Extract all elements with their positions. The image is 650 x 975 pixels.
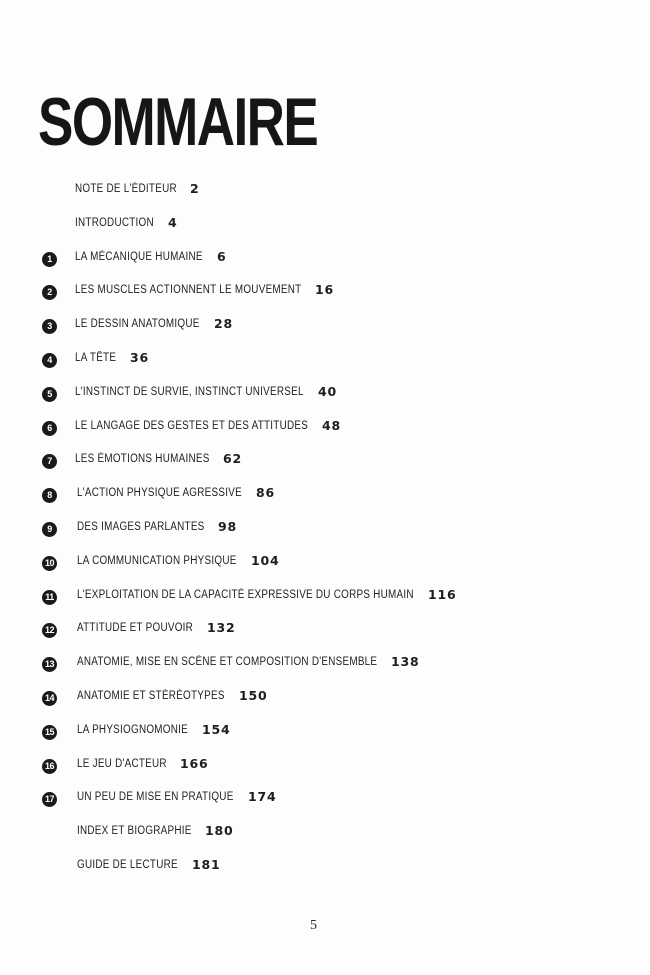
- toc-entry-label: LES ÉMOTIONS HUMAINES: [75, 453, 210, 466]
- toc-entry-label: LE DESSIN ANATOMIQUE: [75, 318, 200, 331]
- toc-entry-page-number: 166: [180, 755, 209, 771]
- toc-entry-label: GUIDE DE LECTURE: [77, 859, 178, 871]
- chapter-number-badge: 12: [42, 623, 57, 638]
- chapter-number-badge: 6: [42, 421, 57, 436]
- toc-entry-label: NOTE DE L'ÉDITEUR: [75, 183, 177, 195]
- toc-entry-label: LES MUSCLES ACTIONNENT LE MOUVEMENT: [75, 284, 302, 297]
- toc-entry-page-number: 116: [428, 586, 457, 602]
- toc-entry-label: ATTITUDE ET POUVOIR: [77, 622, 194, 635]
- chapter-number-badge: 7: [42, 454, 57, 469]
- chapter-number-badge: 8: [42, 488, 57, 503]
- toc-entry-page-number: 4: [168, 214, 178, 230]
- toc-entry-page-number: 104: [251, 552, 280, 568]
- chapter-number-badge: 1: [42, 252, 57, 267]
- toc-entry-page-number: 98: [218, 519, 237, 534]
- toc-entry-page-number: 2: [190, 181, 200, 196]
- toc-entry-label: INTRODUCTION: [75, 216, 154, 229]
- chapter-number-badge: 9: [42, 522, 57, 537]
- toc-entry-page-number: 132: [207, 620, 236, 636]
- chapter-number-badge: 4: [42, 353, 57, 368]
- toc-entry-page-number: 86: [256, 485, 275, 501]
- chapter-number-badge: 10: [42, 556, 57, 571]
- toc-entry-label: LA MÉCANIQUE HUMAINE: [75, 250, 203, 263]
- chapter-number-badge: 13: [42, 657, 57, 672]
- toc-entry-label: INDEX ET BIOGRAPHIE: [77, 825, 192, 838]
- toc-entry-page-number: 48: [322, 417, 341, 433]
- toc-entry-page-number: 40: [318, 383, 337, 399]
- toc-entry-label: LA PHYSIOGNOMONIE: [77, 723, 189, 736]
- toc-entry-page-number: 180: [205, 823, 234, 839]
- toc-entry-page-number: 62: [223, 451, 242, 467]
- toc-entry-page-number: 16: [315, 282, 334, 298]
- page-number: 5: [310, 918, 317, 933]
- chapter-number-badge: 15: [42, 725, 57, 740]
- toc-entry-label: LE LANGAGE DES GESTES ET DES ATTITUDES: [75, 419, 309, 432]
- toc-entry-page-number: 6: [217, 248, 227, 264]
- chapter-number-badge: 16: [42, 759, 57, 774]
- toc-entry-page-number: 28: [214, 316, 233, 332]
- toc-entry-page-number: 154: [202, 721, 231, 737]
- toc-entry-label: UN PEU DE MISE EN PRATIQUE: [77, 791, 234, 804]
- page-title: SOMMAIRE: [38, 84, 318, 160]
- toc-entry-page-number: 181: [192, 857, 221, 872]
- toc-entry-page-number: 138: [391, 654, 420, 670]
- chapter-number-badge: 5: [42, 387, 57, 402]
- chapter-number-badge: 17: [42, 792, 57, 807]
- toc-entry-label: L'INSTINCT DE SURVIE, INSTINCT UNIVERSEL: [75, 385, 304, 398]
- toc-entry-label: L'ACTION PHYSIQUE AGRESSIVE: [77, 487, 242, 500]
- toc-entry-label: LA TÊTE: [75, 352, 117, 364]
- toc-entry-label: ANATOMIE ET STÉRÉOTYPES: [77, 690, 225, 702]
- toc-entry-label: LE JEU D'ACTEUR: [77, 757, 167, 770]
- toc-entry-label: DES IMAGES PARLANTES: [77, 521, 205, 533]
- toc-entry-page-number: 174: [248, 789, 277, 805]
- toc-entry-page-number: 36: [130, 350, 149, 365]
- toc-entry-label: LA COMMUNICATION PHYSIQUE: [77, 554, 237, 567]
- chapter-number-badge: 2: [42, 285, 57, 300]
- chapter-number-badge: 11: [42, 590, 57, 605]
- toc-entry-page-number: 150: [239, 688, 268, 703]
- toc-entry-label: L'EXPLOITATION DE LA CAPACITÉ EXPRESSIVE DU CORPS HUMAIN: [77, 588, 414, 601]
- chapter-number-badge: 3: [42, 319, 57, 334]
- chapter-number-badge: 14: [42, 691, 57, 706]
- toc-entry-label: ANATOMIE, MISE EN SCÈNE ET COMPOSITION D'ENSEMBLE: [77, 656, 378, 669]
